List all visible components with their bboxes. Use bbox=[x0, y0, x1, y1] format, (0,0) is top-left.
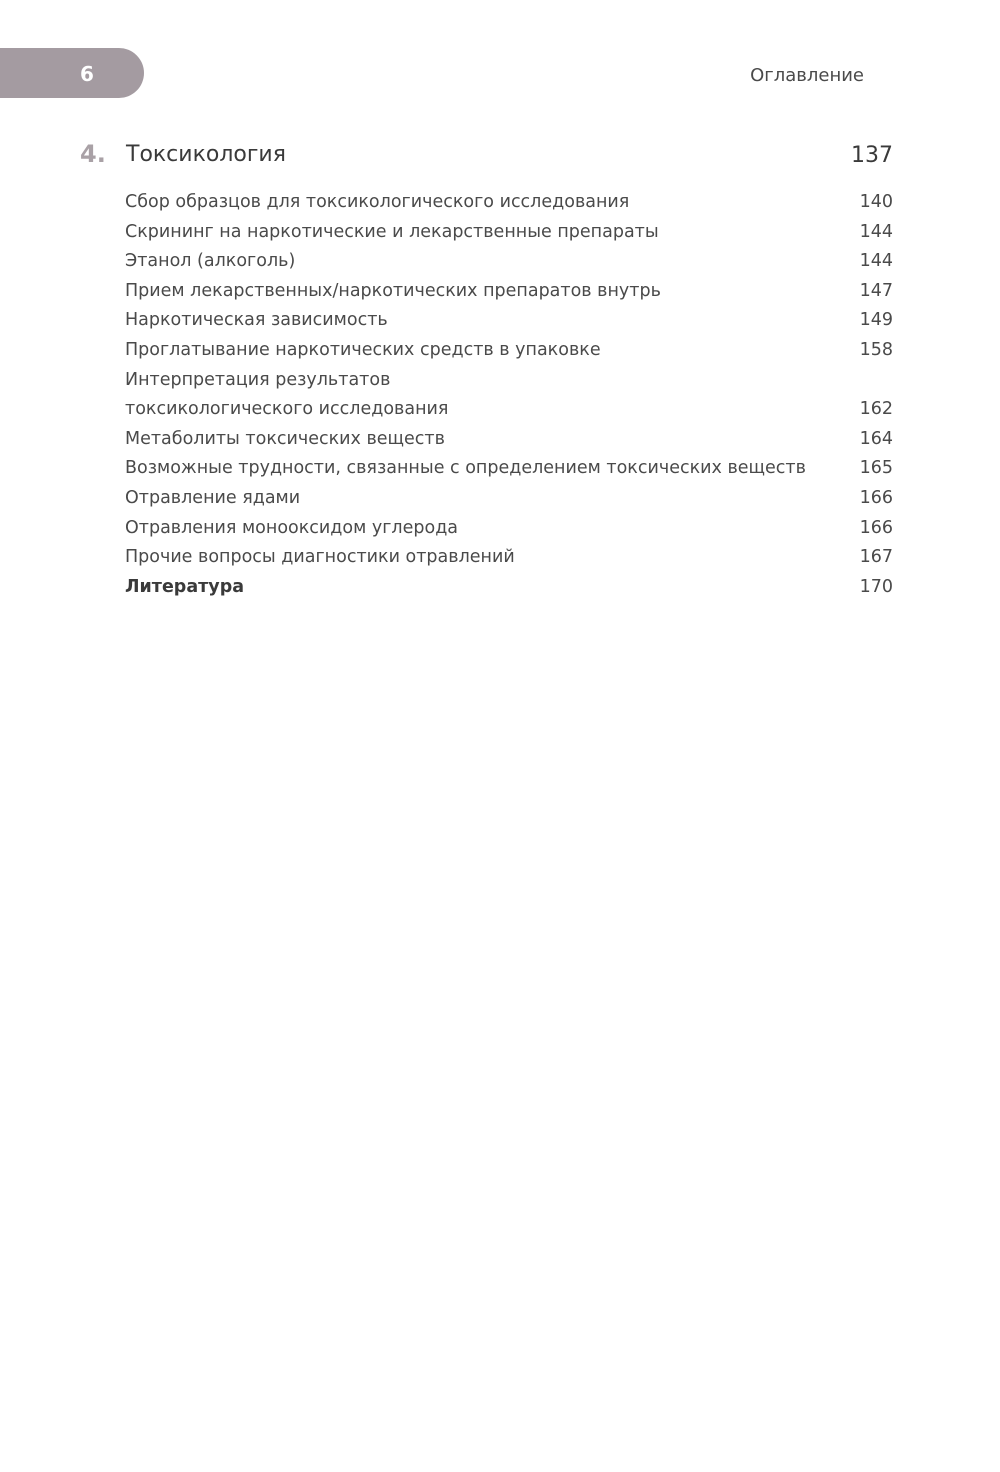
toc-entry-title: Отравление ядами bbox=[125, 487, 301, 508]
page-number: 6 bbox=[80, 62, 94, 86]
toc-entry[interactable] bbox=[125, 395, 893, 425]
toc-entry[interactable] bbox=[125, 425, 893, 455]
toc-entry-title: Литература bbox=[125, 576, 245, 597]
toc-entry[interactable] bbox=[125, 336, 893, 366]
table-of-contents bbox=[125, 188, 893, 602]
toc-entry-page: 158 bbox=[859, 339, 893, 360]
toc-entry[interactable] bbox=[125, 484, 893, 514]
toc-entry[interactable] bbox=[125, 543, 893, 573]
toc-entry-title: Отравления монооксидом углерода bbox=[125, 517, 459, 538]
toc-entry-title: Этанол (алкоголь) bbox=[125, 251, 296, 272]
toc-entry-title: Скрининг на наркотические и лекарственные препараты bbox=[125, 221, 659, 242]
running-head: Оглавление bbox=[750, 65, 864, 86]
toc-entry-title: Прочие вопросы диагностики отравлений bbox=[125, 547, 515, 568]
toc-entry[interactable] bbox=[125, 188, 893, 218]
chapter-number: 4. bbox=[80, 140, 106, 168]
toc-entry-page: 162 bbox=[859, 399, 893, 420]
page-number-tab bbox=[0, 48, 144, 98]
toc-entry-title: Метаболиты токсических веществ bbox=[125, 428, 445, 449]
toc-entry[interactable] bbox=[125, 277, 893, 307]
toc-entry-title: Наркотическая зависимость bbox=[125, 310, 388, 331]
toc-entry-page: 147 bbox=[859, 280, 893, 301]
toc-entry-title: Проглатывание наркотических средств в упаковке bbox=[125, 339, 601, 360]
chapter-title[interactable]: Токсикология bbox=[126, 142, 286, 167]
toc-entry-page: 144 bbox=[859, 221, 893, 242]
toc-entry-title: Возможные трудности, связанные с определением токсических веществ bbox=[125, 458, 806, 479]
toc-entry-page: 144 bbox=[859, 251, 893, 272]
chapter-page-number: 137 bbox=[851, 143, 893, 168]
toc-entry[interactable] bbox=[125, 366, 893, 396]
toc-entry-references[interactable] bbox=[125, 573, 893, 603]
toc-entry[interactable] bbox=[125, 454, 893, 484]
toc-entry-page: 166 bbox=[859, 487, 893, 508]
toc-entry-title: Сбор образцов для токсикологического исследования bbox=[125, 192, 630, 212]
toc-entry[interactable] bbox=[125, 218, 893, 248]
toc-entry-title: Прием лекарственных/наркотических препаратов внутрь bbox=[125, 280, 661, 301]
toc-entry-page: 165 bbox=[859, 458, 893, 479]
toc-entry[interactable] bbox=[125, 306, 893, 336]
toc-entry-page: 170 bbox=[859, 576, 893, 597]
toc-entry-page: 164 bbox=[859, 428, 893, 449]
toc-entry-title: токсикологического исследования bbox=[125, 399, 449, 420]
toc-entry-page: 140 bbox=[859, 192, 893, 212]
toc-entry-page: 167 bbox=[859, 547, 893, 568]
toc-entry-title: Интерпретация результатов bbox=[125, 369, 391, 390]
toc-entry[interactable] bbox=[125, 514, 893, 544]
toc-entry-page: 149 bbox=[859, 310, 893, 331]
toc-entry[interactable] bbox=[125, 247, 893, 277]
toc-entry-page: 166 bbox=[859, 517, 893, 538]
